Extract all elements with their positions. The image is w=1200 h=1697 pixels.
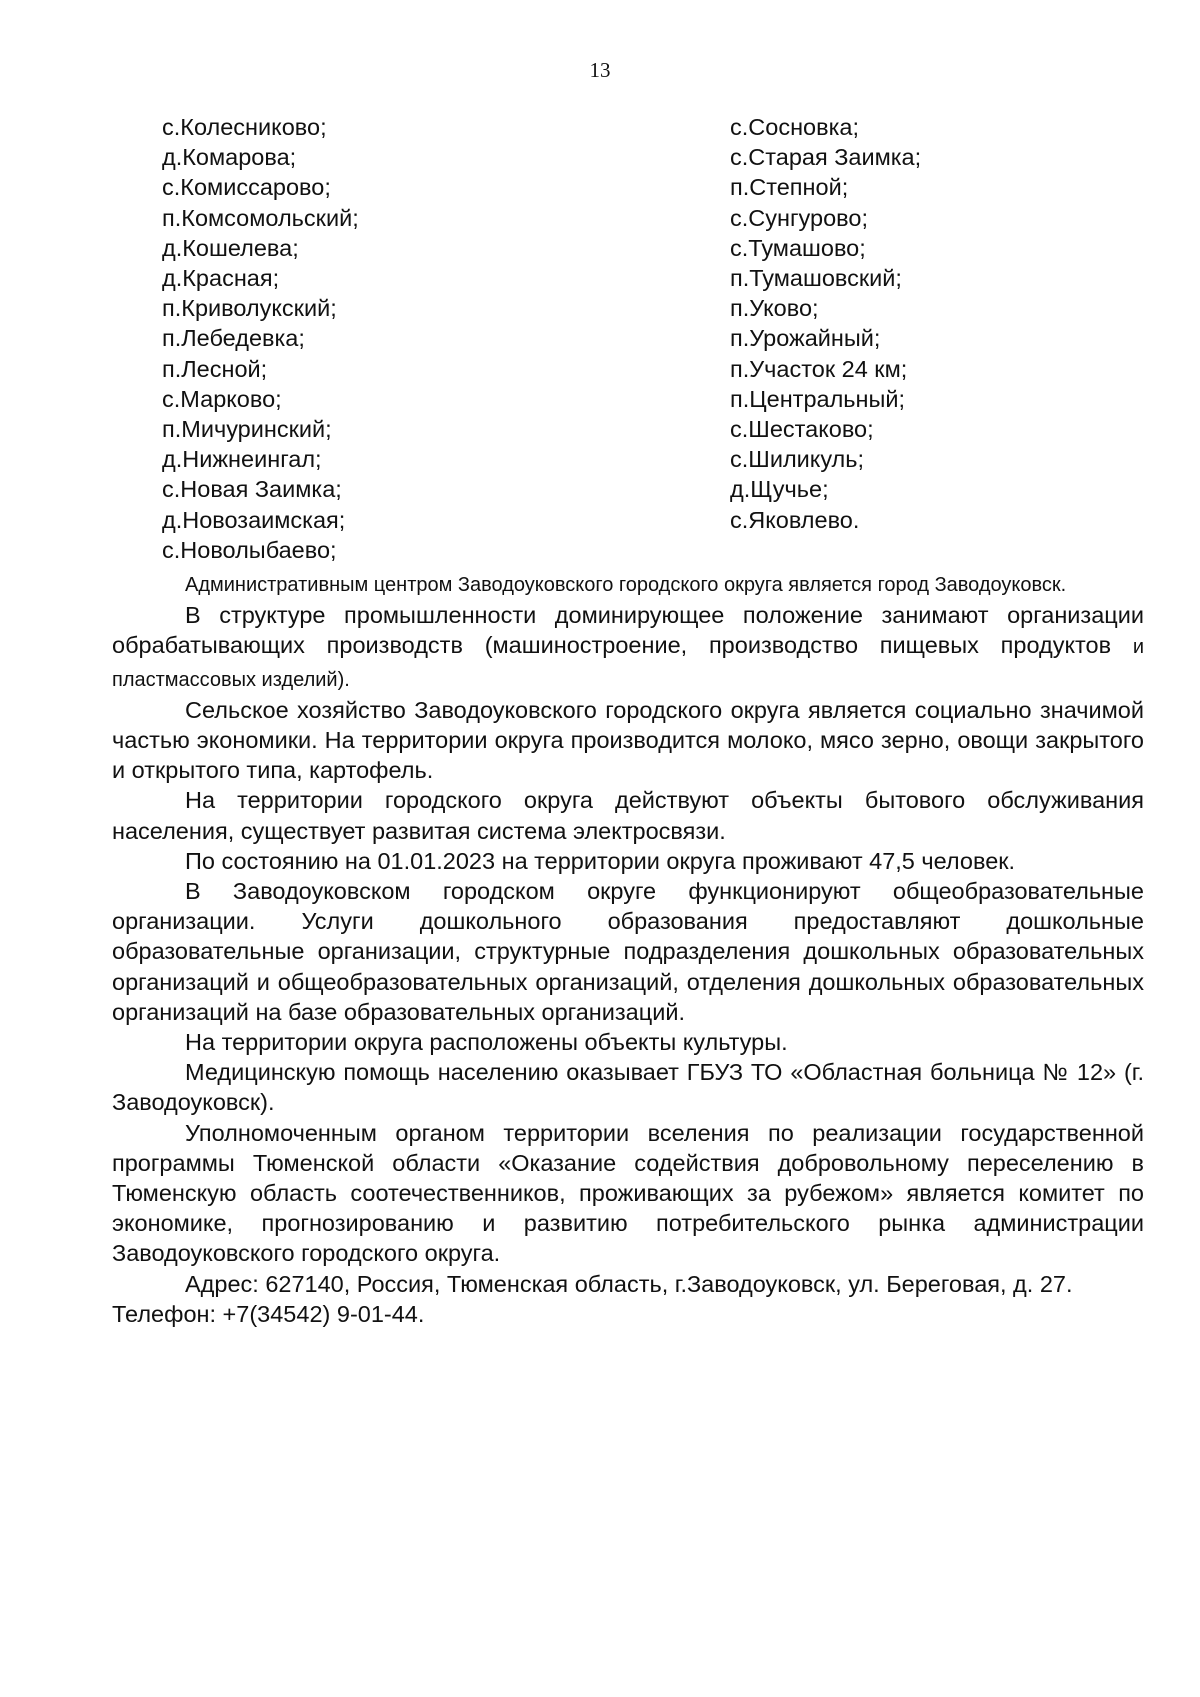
settlement-column-left xyxy=(162,112,359,565)
paragraph-address: Адрес: 627140, Россия, Тюменская область, г.Заводоуковск, ул. Береговая, д. 27. xyxy=(185,1270,1073,1297)
settlement-item: п.Уково; xyxy=(730,295,819,322)
settlement-item: п.Мичуринский; xyxy=(162,416,332,443)
paragraph-authority: Уполномоченным органом территории вселения по реализации государственной программы Тюменской области «Оказание содействия добровольному переселению в Тюменскую область соотечественников, проживающих за рубежом» является комитет по экономике, прогнозированию и развитию потребительского рынка администрации Заводоуковского городского округа. xyxy=(112,1119,1144,1267)
settlement-item: д.Новозаимская; xyxy=(162,506,346,533)
settlement-item: с.Яковлево. xyxy=(730,506,860,533)
paragraph-agriculture: Сельское хозяйство Заводоуковского городского округа является социально значимой частью экономики. На территории округа производится молоко, мясо зерно, овощи закрытого и открытого типа, картофель. xyxy=(112,696,1144,784)
settlement-item: п.Криволукский; xyxy=(162,295,337,322)
industry-text: В структуре промышленности доминирующее положение занимают организации обрабатывающих производств (машиностроение, производство пищевых продуктов xyxy=(112,602,1144,659)
settlement-item: п.Комсомольский; xyxy=(162,204,359,231)
paragraph-medical: Медицинскую помощь населению оказывает ГБУЗ ТО «Областная больница № 12» (г. Заводоуковск). xyxy=(112,1059,1144,1116)
paragraph-phone: Телефон: +7(34542) 9-01-44. xyxy=(112,1300,425,1327)
document-body xyxy=(112,570,1144,1329)
settlement-item: с.Сосновка; xyxy=(730,114,859,140)
paragraph-services: На территории городского округа действуют объекты бытового обслуживания населения, существует развитая система электросвязи. xyxy=(112,787,1144,844)
settlement-item: с.Новолыбаево; xyxy=(162,536,337,563)
paragraph-education: В Заводоуковском городском округе функционируют общеобразовательные организации. Услуги дошкольного образования предоставляют дошкольные образовательные организации, структурные подразделения дошкольных образовательных организаций и общеобразовательных организаций, отделения дошкольных образовательных организаций на базе образовательных организаций. xyxy=(112,878,1144,1025)
paragraph-culture: На территории округа расположены объекты культуры. xyxy=(185,1029,788,1056)
settlement-item: д.Кошелева; xyxy=(162,234,299,261)
settlement-item: с.Тумашово; xyxy=(730,234,866,261)
settlement-item: с.Шиликуль; xyxy=(730,446,865,473)
paragraph-population: По состоянию на 01.01.2023 на территории округа проживают 47,5 человек. xyxy=(185,847,1016,874)
paragraph-admin-center: Административным центром Заводоуковского городского округа является город Заводоуковск. xyxy=(185,574,1067,596)
settlement-item: с.Комиссарово; xyxy=(162,174,331,201)
settlement-item: д.Красная; xyxy=(162,265,280,292)
settlement-item: д.Щучье; xyxy=(730,476,829,503)
page-number: 13 xyxy=(589,58,611,82)
settlement-item: с.Новая Заимка; xyxy=(162,476,342,503)
settlement-item: п.Центральный; xyxy=(730,385,906,412)
settlement-item: п.Тумашовский; xyxy=(730,265,902,292)
industry-text-tail: и пластмассовых изделий). xyxy=(112,636,1144,691)
settlement-item: п.Участок 24 км; xyxy=(730,355,908,382)
settlement-item: с.Шестаково; xyxy=(730,416,874,443)
paragraph-industry xyxy=(112,600,1144,695)
settlement-item: с.Марково; xyxy=(162,385,282,412)
settlement-item: с.Сунгурово; xyxy=(730,204,868,231)
settlement-item: д.Комарова; xyxy=(162,144,297,171)
settlement-column-right xyxy=(730,112,921,535)
settlement-item: п.Урожайный; xyxy=(730,325,881,352)
settlement-item: п.Лебедевка; xyxy=(162,325,305,352)
settlement-item: п.Степной; xyxy=(730,174,849,201)
settlement-item: п.Лесной; xyxy=(162,355,268,382)
settlement-item: с.Старая Заимка; xyxy=(730,144,922,171)
settlement-item: с.Колесниково; xyxy=(162,114,327,140)
settlement-item: д.Нижнеингал; xyxy=(162,446,322,473)
